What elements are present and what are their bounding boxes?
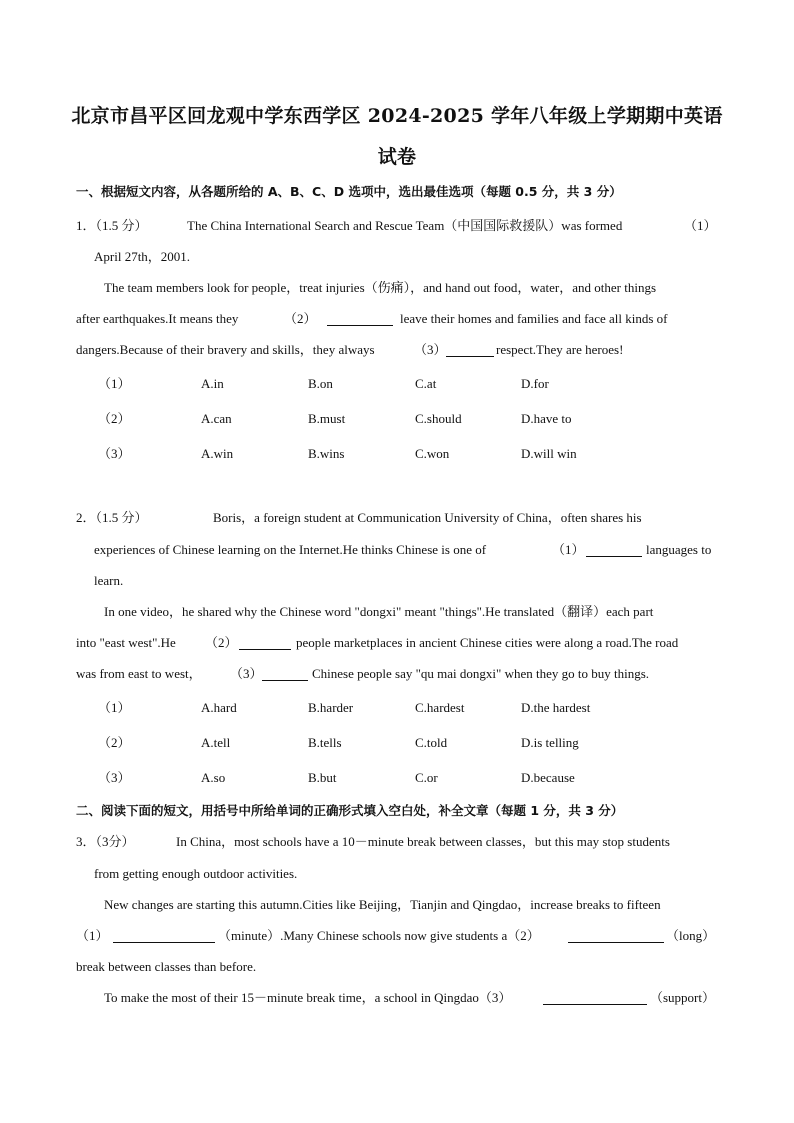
q1-option-c[interactable]: C.at: [415, 376, 437, 391]
q1-line3: The team members look for people，treat injuries（伤痛），and hand out food，water，and other things: [104, 280, 656, 295]
q1-option-row-number: （2）: [98, 411, 131, 426]
q1-number: 1．（1.5 分）: [76, 218, 148, 233]
q1-blank3-line[interactable]: [446, 344, 494, 357]
q3-line5: break between classes than before.: [76, 959, 257, 974]
q3-number: 3．（3分）: [76, 834, 135, 849]
q2-option-row-number: （3）: [98, 770, 131, 785]
q1-option-d[interactable]: D.for: [521, 376, 549, 391]
q2-line4: In one video，he shared why the Chinese word "dongxi" meant "things".He translated（翻译）each part: [104, 604, 654, 619]
q3-blank2-line[interactable]: [568, 930, 664, 943]
q2-line6a: was from east to west，: [76, 666, 202, 681]
q1-line2: April 27th，2001.: [94, 249, 191, 264]
q2-number: 2．（1.5 分）: [76, 510, 148, 525]
q1-option-d[interactable]: D.will win: [521, 446, 577, 461]
q2-blank3-line[interactable]: [262, 668, 308, 681]
q3-line1: In China，most schools have a 10－minute break between classes，but this may stop students: [176, 834, 670, 849]
q1-blank2-line[interactable]: [327, 313, 393, 326]
section1-heading: 一、根据短文内容，从各题所给的 A、B、C、D 选项中，选出最佳选项（每题 0.5 分，共 3 分）: [76, 184, 622, 199]
q2-option-row-number: （1）: [98, 700, 131, 715]
section2-heading: 二、阅读下面的短文，用括号中所给单词的正确形式填入空白处，补全文章（每题 1 分，共 3 分）: [76, 803, 624, 818]
q1-option-c[interactable]: C.won: [415, 446, 450, 461]
q1-line5a: dangers.Because of their bravery and skills，they always: [76, 342, 375, 357]
q3-line3: New changes are starting this autumn.Cities like Beijing，Tianjin and Qingdao，increase breaks to fifteen: [104, 897, 661, 912]
q3-line6-end: （support）: [650, 990, 716, 1005]
q2-option-b[interactable]: B.harder: [308, 700, 354, 715]
q2-option-d[interactable]: D.the hardest: [521, 700, 591, 715]
q1-option-row-number: （1）: [98, 376, 131, 391]
q3-line6a: To make the most of their 15－minute break time，a school in Qingdao（3）: [104, 990, 512, 1005]
q1-option-a[interactable]: A.can: [201, 411, 232, 426]
q2-blank3-mark: （3）: [230, 666, 263, 681]
q2-line5b: people marketplaces in ancient Chinese cities were along a road.The road: [296, 635, 679, 650]
q1-option-b[interactable]: B.wins: [308, 446, 345, 461]
q2-option-row-number: （2）: [98, 735, 131, 750]
q2-line6b: Chinese people say "qu mai dongxi" when they go to buy things.: [312, 666, 650, 681]
q2-option-a[interactable]: A.tell: [201, 735, 231, 750]
q2-line2b: languages to: [646, 542, 712, 557]
q2-line3: learn.: [94, 573, 124, 588]
q1-blank3-mark: （3）: [414, 342, 447, 357]
q2-option-b[interactable]: B.tells: [308, 735, 342, 750]
q2-option-c[interactable]: C.told: [415, 735, 448, 750]
q2-option-c[interactable]: C.or: [415, 770, 438, 785]
q2-option-d[interactable]: D.because: [521, 770, 575, 785]
exam-title-line1: 北京市昌平区回龙观中学东西学区 2024-2025 学年八年级上学期期中英语: [71, 105, 723, 127]
q1-blank2-mark: （2）: [284, 311, 317, 326]
q1-option-b[interactable]: B.must: [308, 411, 346, 426]
q2-option-a[interactable]: A.so: [201, 770, 226, 785]
q2-blank2-line[interactable]: [239, 637, 291, 650]
q1-line5b: respect.They are heroes!: [496, 342, 624, 357]
q2-option-b[interactable]: B.but: [308, 770, 337, 785]
q3-blank3-line[interactable]: [543, 992, 647, 1005]
q2-line5a: into "east west".He: [76, 635, 176, 650]
q3-line2: from getting enough outdoor activities.: [94, 866, 298, 881]
q2-option-d[interactable]: D.is telling: [521, 735, 579, 750]
q1-line1: The China International Search and Rescue Team（中国国际救援队）was formed: [187, 218, 623, 233]
q2-line2a: experiences of Chinese learning on the Internet.He thinks Chinese is one of: [94, 542, 487, 557]
q2-line1: Boris，a foreign student at Communication University of China，often shares his: [213, 510, 642, 525]
q1-line4a: after earthquakes.It means they: [76, 311, 239, 326]
q2-blank1-mark: （1）: [552, 542, 585, 557]
q3-line4-end: （long）: [666, 928, 716, 943]
q1-option-a[interactable]: A.win: [201, 446, 234, 461]
q2-option-a[interactable]: A.hard: [201, 700, 237, 715]
q1-option-d[interactable]: D.have to: [521, 411, 572, 426]
exam-title-line2: 试卷: [377, 146, 417, 168]
q1-option-c[interactable]: C.should: [415, 411, 462, 426]
q3-blank1-mark: （1）: [76, 928, 109, 943]
q2-blank1-line[interactable]: [586, 544, 642, 557]
q1-line4b: leave their homes and families and face all kinds of: [400, 311, 668, 326]
q1-option-b[interactable]: B.on: [308, 376, 333, 391]
q1-option-row-number: （3）: [98, 446, 131, 461]
q1-blank1-mark: （1）: [684, 218, 717, 233]
q2-option-c[interactable]: C.hardest: [415, 700, 465, 715]
q1-option-a[interactable]: A.in: [201, 376, 224, 391]
q3-line4-mid: （minute）.Many Chinese schools now give students a（2）: [218, 928, 540, 943]
q3-blank1-line[interactable]: [113, 930, 215, 943]
q2-blank2-mark: （2）: [205, 635, 238, 650]
